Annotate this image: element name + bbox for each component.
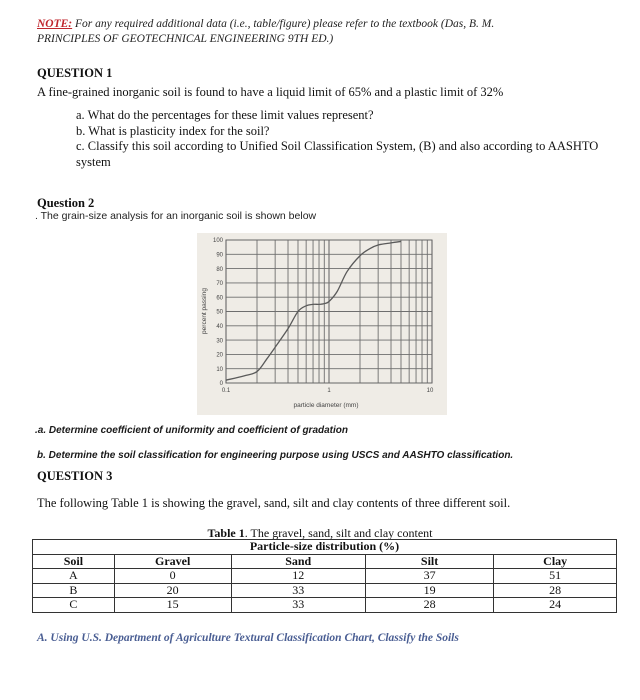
table-caption-label: Table 1 xyxy=(207,526,245,540)
question2-part-b: b. Determine the soil classification for engineering purpose using USCS and AASHTO classification. xyxy=(37,450,514,461)
cell-soil: A xyxy=(33,569,115,584)
question1-title: QUESTION 1 xyxy=(37,66,113,80)
cell-sand: 33 xyxy=(231,598,365,613)
cell-gravel: 0 xyxy=(114,569,231,584)
cell-soil: C xyxy=(33,598,115,613)
y-tick-label: 70 xyxy=(216,281,223,288)
y-tick-labels xyxy=(213,238,224,387)
column-header-soil: Soil xyxy=(33,554,115,569)
x-axis-label: particle diameter (mm) xyxy=(293,402,359,409)
grain-size-curve xyxy=(226,241,401,380)
grain-size-chart xyxy=(197,233,447,415)
cell-gravel: 20 xyxy=(114,583,231,598)
table-group-header: Particle-size distribution (%) xyxy=(33,540,617,555)
cell-sand: 33 xyxy=(231,583,365,598)
question3-title: QUESTION 3 xyxy=(37,469,113,483)
question1-text: A fine-grained inorganic soil is found to have a liquid limit of 65% and a plastic limit of 32% xyxy=(37,85,504,99)
question1-item-a: a. What do the percentages for these limit values represent? xyxy=(76,108,374,122)
y-tick-label: 80 xyxy=(216,266,223,273)
column-header-gravel: Gravel xyxy=(114,554,231,569)
chart-grid xyxy=(226,240,432,383)
cell-clay: 28 xyxy=(494,583,617,598)
question2-part-a: .a. Determine coefficient of uniformity and coefficient of gradation xyxy=(35,425,349,436)
column-header-silt: Silt xyxy=(365,554,493,569)
y-tick-label: 60 xyxy=(216,295,223,302)
question1-item-b: b. What is plasticity index for the soil? xyxy=(76,123,270,138)
y-tick-label: 0 xyxy=(219,381,223,388)
y-axis-label: percent passing xyxy=(201,288,208,334)
y-tick-label: 50 xyxy=(216,309,223,316)
note-text-line1: For any required additional data (i.e., table/figure) please refer to the textbook (Das, B. M. xyxy=(72,18,495,30)
y-tick-label: 100 xyxy=(212,238,223,245)
note-text-line2: PRINCIPLES OF GEOTECHNICAL ENGINEERING 9TH ED.) xyxy=(37,33,334,45)
question3-part-a: A. Using U.S. Department of Agriculture Textural Classification Chart, Classify the Soils xyxy=(37,632,459,644)
cell-gravel: 15 xyxy=(114,598,231,613)
column-header-sand: Sand xyxy=(231,554,365,569)
x-tick-label: 10 xyxy=(426,388,434,394)
note-block xyxy=(37,17,597,47)
cell-silt: 19 xyxy=(365,583,493,598)
y-tick-label: 10 xyxy=(216,366,223,373)
cell-silt: 28 xyxy=(365,598,493,613)
table-header-row xyxy=(33,554,617,569)
cell-soil: B xyxy=(33,583,115,598)
y-tick-label: 90 xyxy=(216,252,223,259)
question1-items xyxy=(76,108,616,170)
y-tick-label: 20 xyxy=(216,352,223,359)
question3-text: The following Table 1 is showing the gravel, sand, silt and clay contents of three different soil. xyxy=(37,496,511,510)
y-tick-label: 40 xyxy=(216,324,223,330)
table-row xyxy=(33,569,617,584)
cell-silt: 37 xyxy=(365,569,493,584)
x-tick-label: 0.1 xyxy=(221,388,231,394)
table-row xyxy=(33,598,617,613)
particle-size-table xyxy=(32,539,617,613)
note-label: NOTE: xyxy=(37,18,73,30)
question2-text: . The grain-size analysis for an inorganic soil is shown below xyxy=(35,210,317,222)
table-caption-text: . The gravel, sand, silt and clay content xyxy=(244,526,433,540)
cell-clay: 51 xyxy=(494,569,617,584)
question1-item-c: c. Classify this soil according to Unified Soil Classification System, (B) and also according to AASHTO xyxy=(76,139,599,153)
table-row xyxy=(33,583,617,598)
table-group-header-row xyxy=(33,540,617,555)
question2-title: Question 2 xyxy=(37,196,95,210)
y-tick-label: 30 xyxy=(216,338,223,345)
column-header-clay: Clay xyxy=(494,554,617,569)
x-tick-label: 1 xyxy=(327,388,331,394)
x-tick-labels xyxy=(222,388,434,394)
cell-clay: 24 xyxy=(494,598,617,613)
cell-sand: 12 xyxy=(231,569,365,584)
grain-size-chart-svg xyxy=(197,233,447,415)
question1-item-c-cont: system xyxy=(76,154,111,169)
